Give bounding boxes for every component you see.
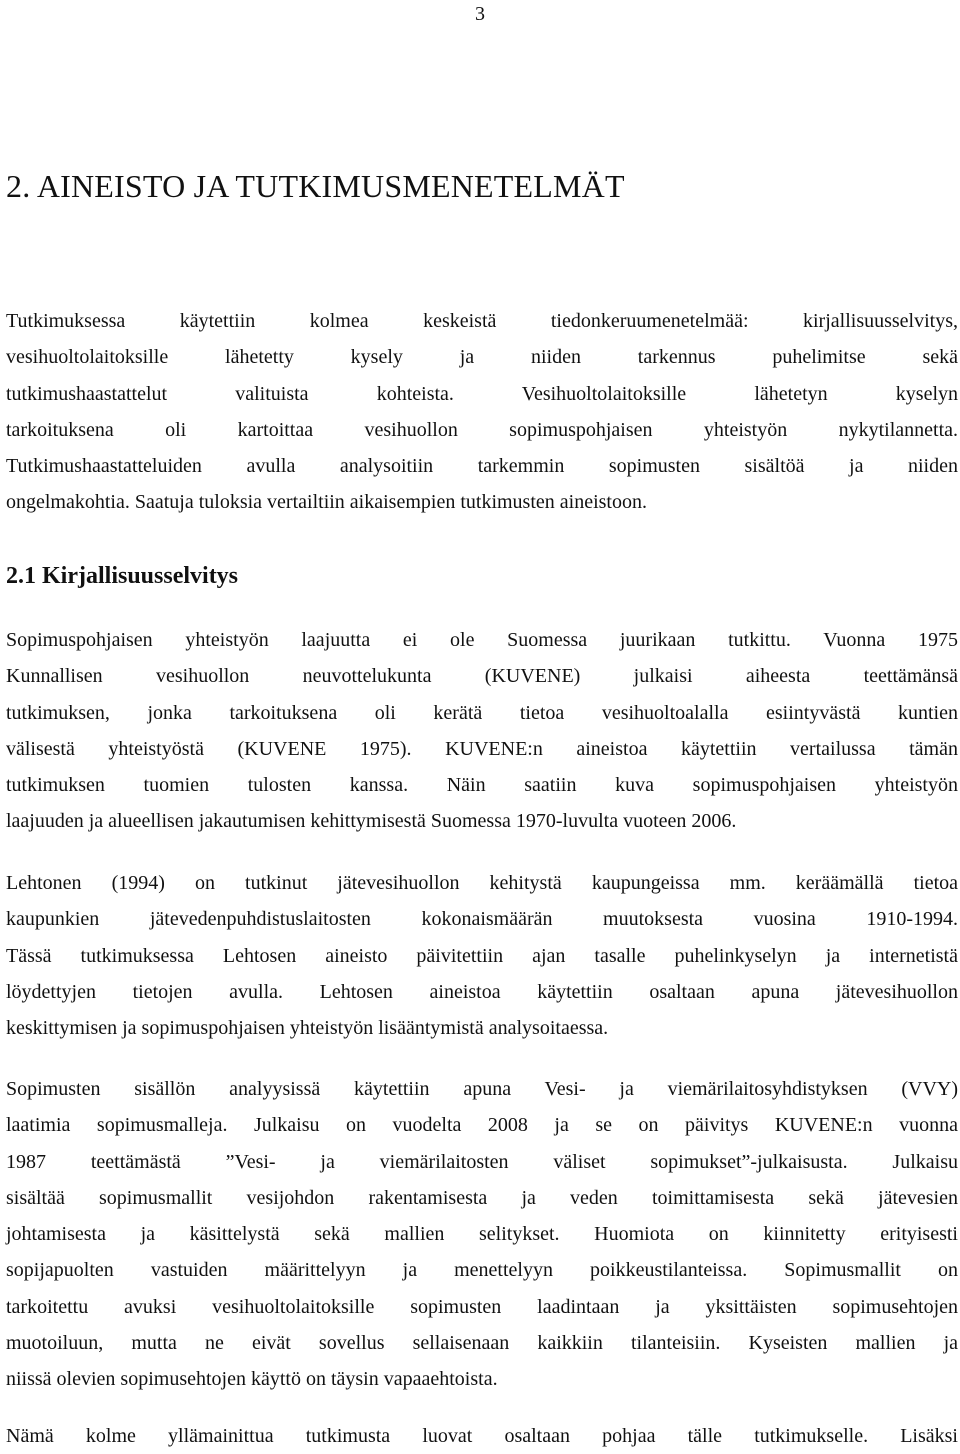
text-line: ongelmakohtia. Saatuja tuloksia vertailtiin aikaisempien tutkimusten aineistoon.	[6, 491, 647, 514]
text-line: laajuuden ja alueellisen jakautumisen kehittymisestä Suomessa 1970-luvulta vuoteen 2006.	[6, 810, 737, 833]
text-line: 1987 teettämästä ”Vesi- ja viemärilaitosten väliset sopimukset”-julkaisusta. Julkaisu	[6, 1150, 958, 1173]
text-line: Tutkimuksessa käytettiin kolmea keskeistä tiedonkeruumenetelmää: kirjallisuusselvitys,	[6, 310, 958, 332]
text-line: Lehtonen (1994) on tutkinut jätevesihuollon kehitystä kaupungeissa mm. keräämällä tietoa	[6, 872, 958, 894]
text-line: Kunnallisen vesihuollon neuvottelukunta (KUVENE) julkaisi aiheesta teettämänsä	[6, 665, 958, 688]
text-line: sopijapuolten vastuiden määrittelyyn ja menettelyyn poikkeustilanteissa. Sopimusmallit on	[6, 1259, 958, 1282]
text-line: johtamisesta ja käsittelystä sekä mallien selitykset. Huomiota on kiinnitetty erityisesti	[6, 1223, 958, 1246]
text-line: välisestä yhteistyöstä (KUVENE 1975). KUVENE:n aineistoa käytettiin vertailussa tämän	[6, 737, 958, 760]
text-line: Nämä kolme yllämainittua tutkimusta luovat osaltaan pohjaa tälle tutkimukselle. Lisäksi	[6, 1425, 958, 1447]
text-line: keskittymisen ja sopimuspohjaisen yhteistyön lisääntymistä analysoitaessa.	[6, 1017, 609, 1040]
vvy-paragraph	[6, 1071, 958, 1398]
text-line: löydettyjen tietojen avulla. Lehtosen aineistoa käytettiin osaltaan apuna jätevesihuollon	[6, 980, 958, 1003]
text-line: Sopimuspohjaisen yhteistyön laajuutta ei ole Suomessa juurikaan tutkittu. Vuonna 1975	[6, 629, 958, 651]
text-line: Tässä tutkimuksessa Lehtosen aineisto päivitettiin ajan tasalle puhelinkyselyn ja internetistä	[6, 944, 958, 967]
text-line: niissä olevien sopimusehtojen käyttö on täysin vapaaehtoista.	[6, 1368, 498, 1391]
text-line: tutkimuksen, jonka tarkoituksena oli kerätä tietoa vesihuoltoalalla esiintyvästä kuntien	[6, 701, 958, 724]
text-line: tutkimushaastattelut valituista kohteista. Vesihuoltolaitoksille lähetetyn kyselyn	[6, 382, 958, 405]
chapter-title: 2. AINEISTO JA TUTKIMUSMENETELMÄT	[6, 168, 625, 204]
intro-paragraph	[6, 303, 958, 521]
text-line: tutkimuksen tuomien tulosten kanssa. Näin saatiin kuva sopimuspohjaisen yhteistyön	[6, 774, 958, 797]
text-line: Sopimusten sisällön analyysissä käytettiin apuna Vesi- ja viemärilaitosyhdistyksen (VVY)	[6, 1078, 958, 1100]
kuvene-paragraph	[6, 622, 958, 840]
lehtonen-paragraph	[6, 865, 958, 1046]
text-line: Tutkimushaastatteluiden avulla analysoitiin tarkemmin sopimusten sisältöä ja niiden	[6, 455, 958, 478]
summary-paragraph	[6, 1418, 958, 1454]
text-line: laatimia sopimusmalleja. Julkaisu on vuodelta 2008 ja se on päivitys KUVENE:n vuonna	[6, 1114, 958, 1137]
text-line: vesihuoltolaitoksille lähetetty kysely ja niiden tarkennus puhelimitse sekä	[6, 346, 958, 369]
section-heading: 2.1 Kirjallisuusselvitys	[6, 563, 239, 589]
text-line: sisältää sopimusmallit vesijohdon rakentamisesta ja veden toimittamisesta sekä jätevesien	[6, 1186, 958, 1209]
text-line: tarkoitettu avuksi vesihuoltolaitoksille sopimusten laadintaan ja yksittäisten sopimusehtojen	[6, 1295, 958, 1318]
text-line: kaupunkien jätevedenpuhdistuslaitosten kokonaismäärän muutoksesta vuosina 1910-1994.	[6, 908, 958, 931]
text-line: muotoiluun, mutta ne eivät sovellus sellaisenaan kaikkiin tilanteisiin. Kyseisten mallien ja	[6, 1332, 958, 1355]
text-line: tarkoituksena oli kartoittaa vesihuollon sopimuspohjaisen yhteistyön nykytilannetta.	[6, 418, 958, 441]
page-number: 3	[475, 3, 485, 25]
